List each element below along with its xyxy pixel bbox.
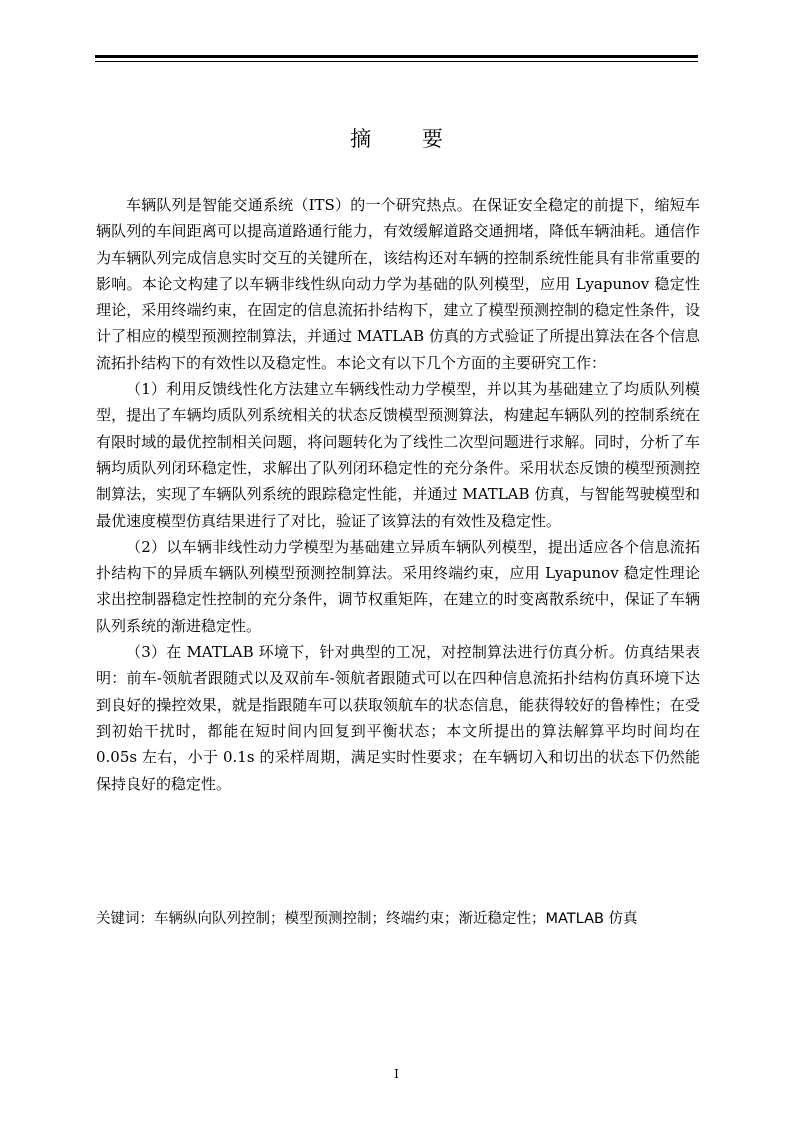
header-rule-thick	[95, 55, 698, 58]
paragraph-item-1: （1）利用反馈线性化方法建立车辆线性动力学模型，并以其为基础建立了均质队列模型，提出了车辆均质队列系统相关的状态反馈模型预测算法，构建起车辆队列的控制系统在有限时域的最优控制相关问题，将问题转化为了线性二次型问题进行求解。同时，分析了车辆均质队列闭环稳定性，求解出了队列闭环稳定性的充分条件。采用状态反馈的模型预测控制算法，实现了车辆队列系统的跟踪稳定性能，并通过 MATLAB 仿真，与智能驾驶模型和最优速度模型仿真结果进行了对比，验证了该算法的有效性及稳定性。	[96, 380, 700, 530]
paragraph-item-2: （2）以车辆非线性动力学模型为基础建立异质车辆队列模型，提出适应各个信息流拓扑结构下的异质车辆队列模型预测控制算法。采用终端约束，应用 Lyapunov 稳定性理论求出控制器稳定性控制的充分条件，调节权重矩阵，在建立的时变离散系统中，保证了车辆队列系统的渐进稳定性。	[96, 537, 700, 635]
paragraph-item-3: （3）在 MATLAB 环境下，针对典型的工况，对控制算法进行仿真分析。仿真结果表明：前车-领航者跟随式以及双前车-领航者跟随式可以在四种信息流拓扑结构仿真环境下达到良好的操控效果，就是指跟随车可以获取领航车的状态信息，能获得较好的鲁棒性；在受到初始干扰时，都能在短时间内回复到平衡状态；本文所提出的算法解算平均时间均在 0.05s 左右，小于 0.1s 的采样周期，满足实时性要求；在车辆切入和切出的状态下仍然能保持良好的稳定性。	[96, 643, 700, 793]
paragraph-intro: 车辆队列是智能交通系统（ITS）的一个研究热点。在保证安全稳定的前提下，缩短车辆队列的车间距离可以提高道路通行能力，有效缓解道路交通拥堵，降低车辆油耗。通信作为车辆队列完成信息实时交互的关键所在，该结构还对车辆的控制系统性能具有非常重要的影响。本论文构建了以车辆非线性纵向动力学为基础的队列模型，应用 Lyapunov 稳定性理论，采用终端约束，在固定的信息流拓扑结构下，建立了模型预测控制的稳定性条件，设计了相应的模型预测控制算法，并通过 MATLAB 仿真的方式验证了所提出算法在各个信息流拓扑结构下的有效性以及稳定性。本论文有以下几个方面的主要研究工作：	[96, 196, 700, 372]
header-rule-thin	[95, 61, 698, 62]
keywords: 关键词：车辆纵向队列控制；模型预测控制；终端约束；渐近稳定性；MATLAB 仿真	[96, 911, 638, 927]
page-title: 摘 要	[350, 127, 465, 151]
page-number: I	[394, 1067, 399, 1081]
abstract-body	[96, 192, 700, 797]
